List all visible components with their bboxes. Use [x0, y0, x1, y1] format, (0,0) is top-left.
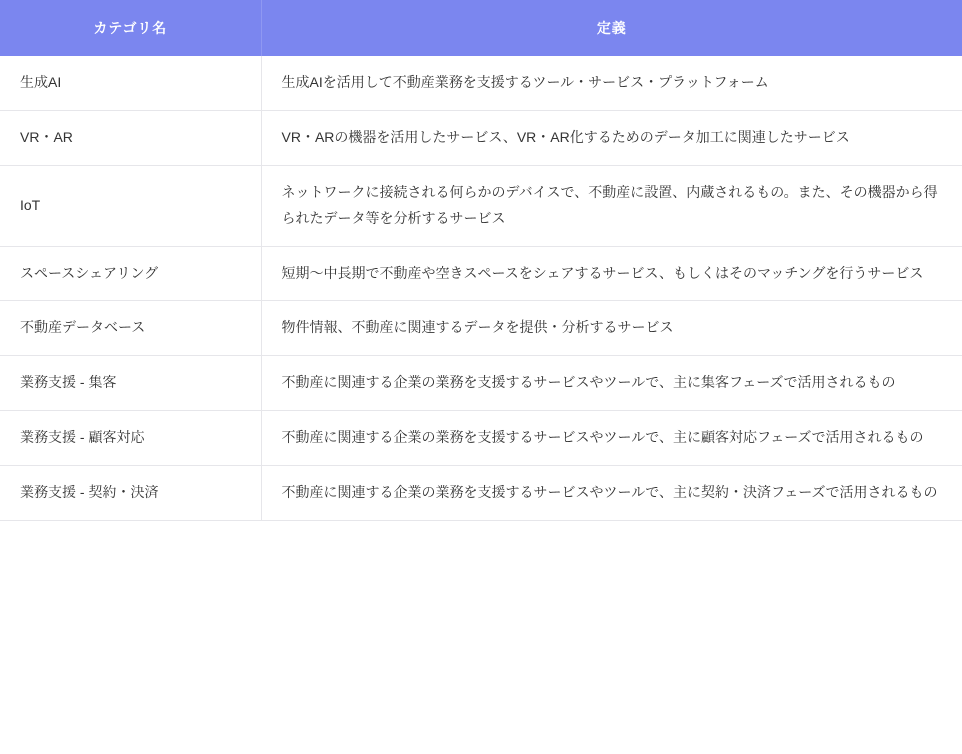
table-row: [0, 110, 962, 165]
cell-category-name: 不動産データベース: [0, 301, 261, 356]
cell-category-definition: 生成AIを活用して不動産業務を支援するツール・サービス・プラットフォーム: [261, 56, 962, 110]
cell-category-definition: ネットワークに接続される何らかのデバイスで、不動産に設置、内蔵されるもの。また、その機器から得られたデータ等を分析するサービス: [261, 165, 962, 246]
table-row: [0, 466, 962, 521]
cell-category-definition: 短期〜中長期で不動産や空きスペースをシェアするサービス、もしくはそのマッチングを行うサービス: [261, 246, 962, 301]
column-header-definition: 定義: [261, 0, 962, 56]
cell-category-name: 業務支援 - 集客: [0, 356, 261, 411]
table-header: [0, 0, 962, 56]
cell-category-name: 業務支援 - 契約・決済: [0, 466, 261, 521]
table-body: [0, 56, 962, 521]
cell-category-name: VR・AR: [0, 110, 261, 165]
cell-category-name: スペースシェアリング: [0, 246, 261, 301]
cell-category-definition: 不動産に関連する企業の業務を支援するサービスやツールで、主に集客フェーズで活用されるもの: [261, 356, 962, 411]
cell-category-definition: VR・ARの機器を活用したサービス、VR・AR化するためのデータ加工に関連したサービス: [261, 110, 962, 165]
table-row: [0, 165, 962, 246]
cell-category-definition: 不動産に関連する企業の業務を支援するサービスやツールで、主に契約・決済フェーズで活用されるもの: [261, 466, 962, 521]
column-header-category: カテゴリ名: [0, 0, 261, 56]
cell-category-definition: 不動産に関連する企業の業務を支援するサービスやツールで、主に顧客対応フェーズで活用されるもの: [261, 411, 962, 466]
cell-category-name: IoT: [0, 165, 261, 246]
table-header-row: [0, 0, 962, 56]
cell-category-definition: 物件情報、不動産に関連するデータを提供・分析するサービス: [261, 301, 962, 356]
table-row: [0, 246, 962, 301]
table-row: [0, 356, 962, 411]
cell-category-name: 業務支援 - 顧客対応: [0, 411, 261, 466]
table-row: [0, 301, 962, 356]
table-row: [0, 411, 962, 466]
table-row: [0, 56, 962, 110]
cell-category-name: 生成AI: [0, 56, 261, 110]
